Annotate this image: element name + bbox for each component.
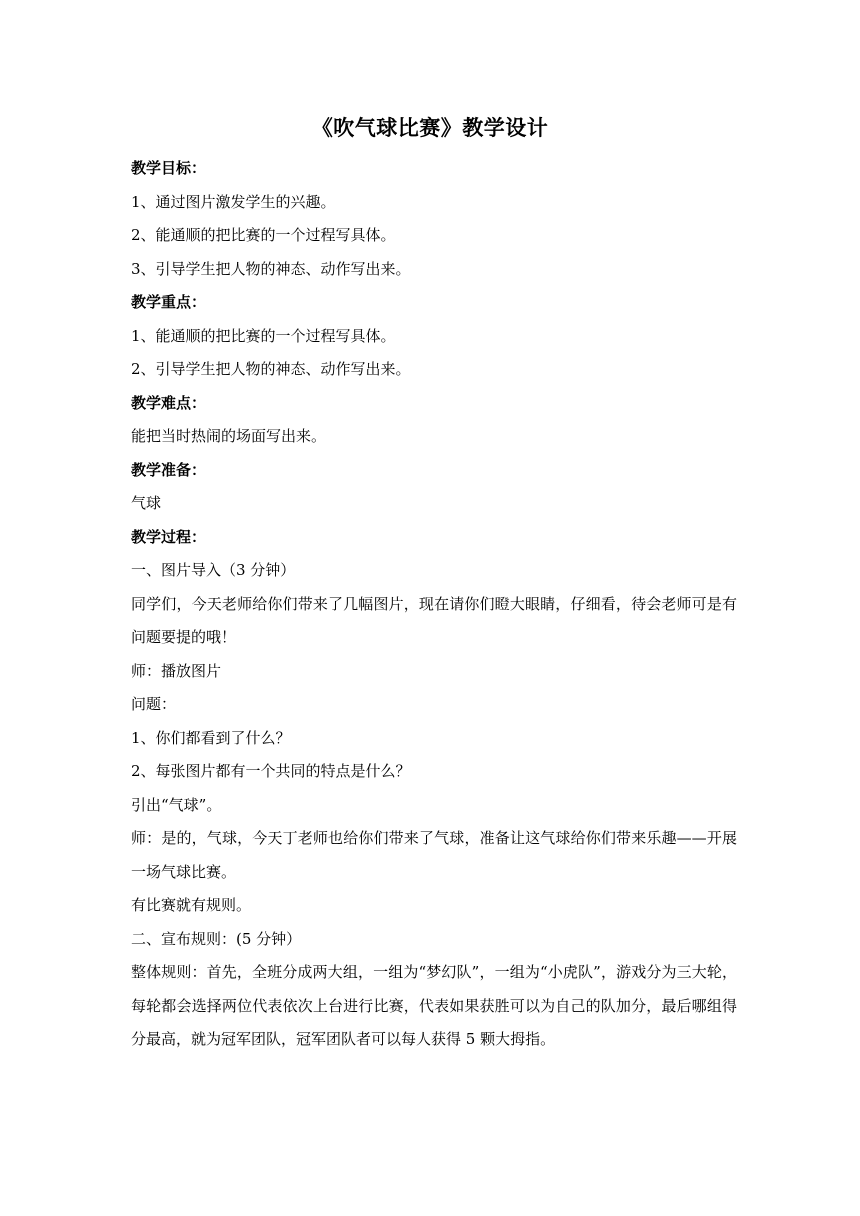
- goals-heading: 教学目标：: [131, 159, 207, 177]
- difficulties-text: 能把当时热闹的场面写出来。: [131, 427, 327, 445]
- question-item: 1、你们都看到了什么？: [131, 728, 291, 747]
- document-title: 《吹气球比赛》教学设计: [311, 115, 549, 140]
- question-label: 问题：: [131, 695, 177, 713]
- teacher-action: 师：播放图片: [131, 661, 222, 680]
- step1-title: 一、图片导入（3 分钟）: [131, 561, 296, 579]
- teacher-paragraph: 师：是的，气球，今天丁老师也给你们带来了气球，准备让这气球给你们带来乐趣——开展一场气球比赛。: [131, 829, 737, 881]
- lead-out-text: 引出“气球”。: [131, 795, 222, 814]
- document-body: [131, 152, 737, 1057]
- goal-item: 1、通过图片激发学生的兴趣。: [131, 192, 336, 211]
- preparation-text: 气球: [131, 494, 162, 512]
- key-point-item: 2、引导学生把人物的神态、动作写出来。: [131, 360, 411, 378]
- goal-item: 2、能通顺的把比赛的一个过程写具体。: [131, 226, 396, 244]
- question-item: 2、每张图片都有一个共同的特点是什么？: [131, 762, 411, 780]
- step2-title: 二、宣布规则：(5 分钟）: [131, 929, 302, 948]
- rules-paragraph: 整体规则：首先，全班分成两大组，一组为“梦幻队”，一组为“小虎队”，游戏分为三大轮，每轮都会选择两位代表依次上台进行比赛，代表如果获胜可以为自己的队加分，最后哪组得分最高，就为冠军团队，冠军团队者可以每人获得 5 颗大拇指。: [131, 963, 737, 1048]
- rules-note: 有比赛就有规则。: [131, 896, 252, 914]
- key-point-item: 1、能通顺的把比赛的一个过程写具体。: [131, 326, 396, 345]
- difficulties-heading: 教学难点：: [131, 393, 207, 412]
- process-heading: 教学过程：: [131, 527, 207, 546]
- preparation-heading: 教学准备：: [131, 460, 207, 479]
- goal-item: 3、引导学生把人物的神态、动作写出来。: [131, 259, 411, 278]
- intro-paragraph: 同学们，今天老师给你们带来了几幅图片，现在请你们瞪大眼睛，仔细看，待会老师可是有问题要提的哦！: [131, 594, 737, 646]
- key-points-heading: 教学重点：: [131, 293, 207, 311]
